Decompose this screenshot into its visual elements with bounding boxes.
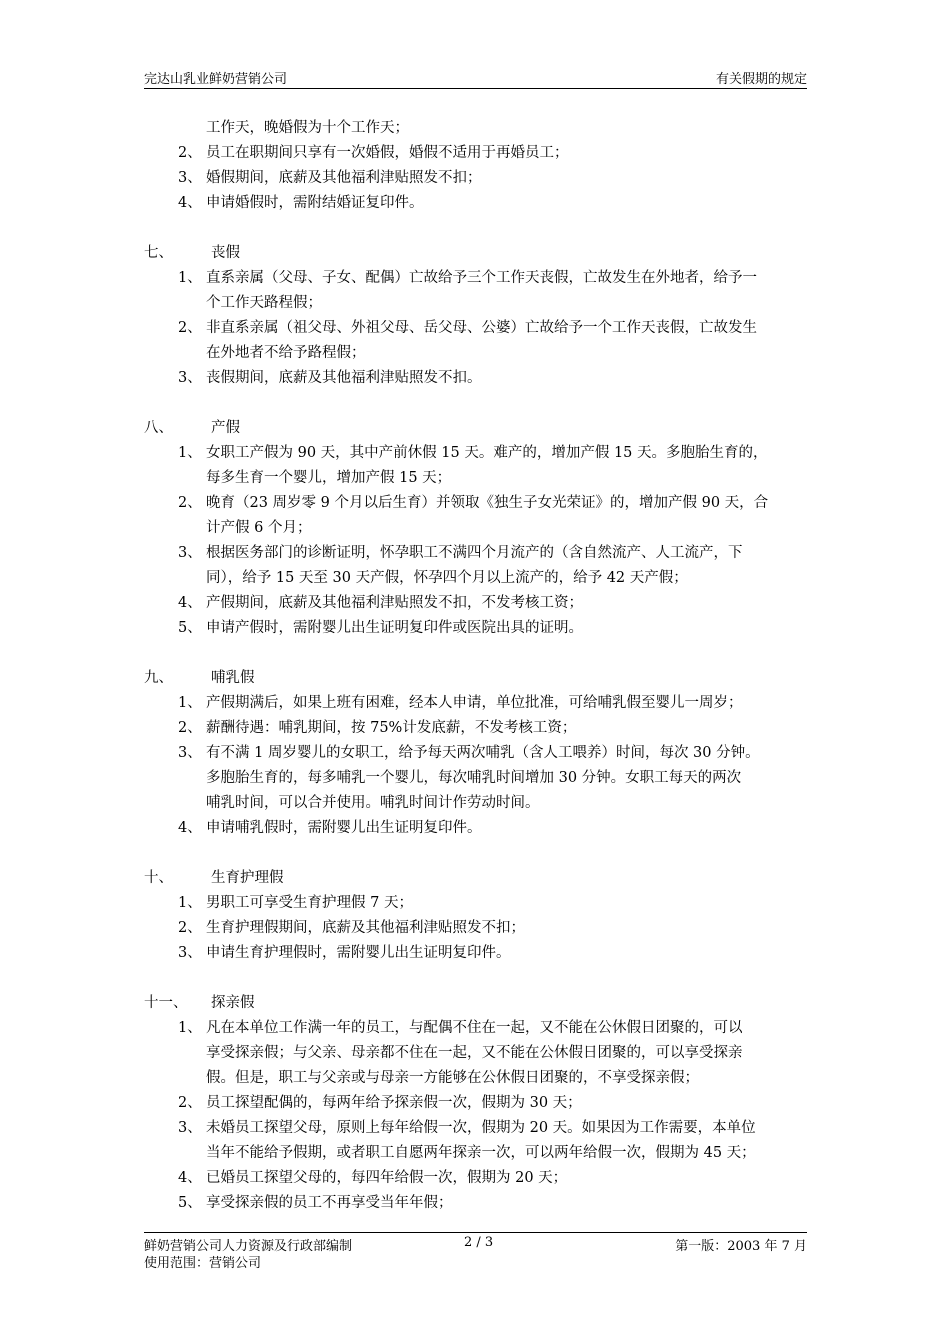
section-number: 八、: [144, 420, 173, 436]
item-number: 1、: [178, 1020, 202, 1036]
item-number: 1、: [178, 445, 202, 461]
item-text: 生育护理假期间，底薪及其他福利津贴照发不扣；: [206, 920, 525, 936]
list-item: [144, 341, 807, 366]
item-number: 2、: [178, 495, 202, 511]
item-text: 晚育（23 周岁零 9 个月以后生育）并领取《独生子女光荣证》的，增加产假 90 天，合: [206, 495, 769, 511]
list-item: [144, 716, 807, 741]
list-item: [144, 516, 807, 541]
item-number: 2、: [178, 320, 202, 336]
item-number: 2、: [178, 920, 202, 936]
list-item: [144, 566, 807, 591]
paragraph-gap: [144, 391, 807, 416]
list-item: [144, 141, 807, 166]
section-number: 七、: [144, 245, 173, 261]
paragraph-gap: [144, 216, 807, 241]
list-item: [144, 591, 807, 616]
item-text: 享受探亲假的员工不再享受当年年假；: [206, 1195, 453, 1211]
section-number: 十一、: [144, 995, 188, 1011]
list-item: [144, 791, 807, 816]
list-item: [144, 1066, 807, 1091]
list-item: [144, 266, 807, 291]
item-text: 员工探望配偶的，每两年给予探亲假一次，假期为 30 天；: [206, 1095, 582, 1111]
item-text: 婚假期间，底薪及其他福利津贴照发不扣；: [206, 170, 482, 186]
item-text: 非直系亲属（祖父母、外祖父母、岳父母、公婆）亡故给予一个工作天丧假，亡故发生: [206, 320, 757, 336]
paragraph-gap: [144, 841, 807, 866]
item-number: 4、: [178, 595, 202, 611]
section-title: 生育护理假: [211, 870, 284, 886]
list-item: [144, 616, 807, 641]
list-item: [144, 316, 807, 341]
list-item: [144, 816, 807, 841]
item-text: 已婚员工探望父母的，每四年给假一次，假期为 20 天；: [206, 1170, 568, 1186]
item-text: 工作天，晚婚假为十个工作天；: [206, 120, 409, 136]
header-company: 完达山乳业鲜奶营销公司: [144, 72, 288, 87]
item-text: 直系亲属（父母、子女、配偶）亡故给予三个工作天丧假，亡故发生在外地者，给予一: [206, 270, 757, 286]
footer-version: 第一版：2003 年 7 月: [675, 1239, 807, 1254]
item-text: 申请生育护理假时，需附婴儿出生证明复印件。: [206, 945, 511, 961]
item-number: 4、: [178, 820, 202, 836]
item-text: 计产假 6 个月；: [206, 520, 312, 536]
list-item: [144, 891, 807, 916]
item-text: 凡在本单位工作满一年的员工，与配偶不住在一起，又不能在公休假日团聚的，可以: [206, 1020, 743, 1036]
page-header: [144, 66, 807, 89]
item-text: 男职工可享受生育护理假 7 天；: [206, 895, 413, 911]
section-number: 九、: [144, 670, 173, 686]
item-text: 产假期满后，如果上班有困难，经本人申请，单位批准，可给哺乳假至婴儿一周岁；: [206, 695, 743, 711]
section-heading: [144, 991, 807, 1016]
item-number: 1、: [178, 270, 202, 286]
section-heading: [144, 416, 807, 441]
item-text: 丧假期间，底薪及其他福利津贴照发不扣。: [206, 370, 482, 386]
list-item: [144, 166, 807, 191]
list-item: [144, 1091, 807, 1116]
list-item: [144, 291, 807, 316]
item-text: 申请产假时，需附婴儿出生证明复印件或医院出具的证明。: [206, 620, 583, 636]
item-number: 3、: [178, 745, 202, 761]
paragraph-gap: [144, 966, 807, 991]
item-text: 薪酬待遇：哺乳期间，按 75%计发底薪，不发考核工资；: [206, 720, 577, 736]
section-number: 十、: [144, 870, 173, 886]
item-text: 个工作天路程假；: [206, 295, 322, 311]
item-number: 3、: [178, 1120, 202, 1136]
item-number: 3、: [178, 945, 202, 961]
item-text: 同），给予 15 天至 30 天产假，怀孕四个月以上流产的，给予 42 天产假；: [206, 570, 688, 586]
section-title: 探亲假: [211, 995, 255, 1011]
page-number: 2 / 3: [464, 1235, 494, 1250]
list-item: [144, 1166, 807, 1191]
item-number: 2、: [178, 720, 202, 736]
section-title: 产假: [211, 420, 240, 436]
section-title: 丧假: [211, 245, 240, 261]
item-number: 3、: [178, 170, 202, 186]
list-item: [144, 766, 807, 791]
section-heading: [144, 866, 807, 891]
document-body: [144, 116, 807, 1216]
list-item: [144, 541, 807, 566]
page-footer: [144, 1232, 807, 1269]
item-text: 女职工产假为 90 天，其中产前休假 15 天。难产的，增加产假 15 天。多胞胎生育的，: [206, 445, 768, 461]
list-item: [144, 116, 807, 141]
item-number: 2、: [178, 145, 202, 161]
list-item: [144, 1116, 807, 1141]
list-item: [144, 691, 807, 716]
list-item: [144, 491, 807, 516]
footer-author: 鲜奶营销公司人力资源及行政部编制: [144, 1239, 353, 1254]
item-text: 根据医务部门的诊断证明，怀孕职工不满四个月流产的（含自然流产、人工流产，下: [206, 545, 743, 561]
item-text: 假。但是，职工与父亲或与母亲一方能够在公休假日团聚的，不享受探亲假；: [206, 1070, 699, 1086]
list-item: [144, 1191, 807, 1216]
footer-scope: 使用范围：营销公司: [144, 1256, 262, 1271]
item-text: 在外地者不给予路程假；: [206, 345, 366, 361]
list-item: [144, 466, 807, 491]
item-number: 5、: [178, 1195, 202, 1211]
list-item: [144, 1041, 807, 1066]
item-text: 享受探亲假；与父亲、母亲都不住在一起，又不能在公休假日团聚的，可以享受探亲: [206, 1045, 743, 1061]
item-text: 多胞胎生育的，每多哺乳一个婴儿，每次哺乳时间增加 30 分钟。女职工每天的两次: [206, 770, 742, 786]
item-text: 员工在职期间只享有一次婚假，婚假不适用于再婚员工；: [206, 145, 569, 161]
item-number: 1、: [178, 895, 202, 911]
item-number: 1、: [178, 695, 202, 711]
item-number: 4、: [178, 195, 202, 211]
list-item: [144, 366, 807, 391]
item-number: 2、: [178, 1095, 202, 1111]
item-number: 5、: [178, 620, 202, 636]
item-number: 4、: [178, 1170, 202, 1186]
item-text: 产假期间，底薪及其他福利津贴照发不扣，不发考核工资；: [206, 595, 583, 611]
section-heading: [144, 666, 807, 691]
item-text: 每多生育一个婴儿，增加产假 15 天；: [206, 470, 452, 486]
list-item: [144, 941, 807, 966]
list-item: [144, 741, 807, 766]
section-heading: [144, 241, 807, 266]
list-item: [144, 191, 807, 216]
list-item: [144, 916, 807, 941]
list-item: [144, 441, 807, 466]
item-number: 3、: [178, 370, 202, 386]
item-text: 申请婚假时，需附结婚证复印件。: [206, 195, 424, 211]
item-text: 当年不能给予假期，或者职工自愿两年探亲一次，可以两年给假一次，假期为 45 天；: [206, 1145, 756, 1161]
section-title: 哺乳假: [211, 670, 255, 686]
list-item: [144, 1141, 807, 1166]
paragraph-gap: [144, 641, 807, 666]
header-doc-title: 有关假期的规定: [715, 72, 807, 87]
item-text: 未婚员工探望父母，原则上每年给假一次，假期为 20 天。如果因为工作需要，本单位: [206, 1120, 756, 1136]
item-number: 3、: [178, 545, 202, 561]
item-text: 有不满 1 周岁婴儿的女职工，给予每天两次哺乳（含人工喂养）时间，每次 30 分钟。: [206, 745, 760, 761]
item-text: 申请哺乳假时，需附婴儿出生证明复印件。: [206, 820, 482, 836]
list-item: [144, 1016, 807, 1041]
item-text: 哺乳时间，可以合并使用。哺乳时间计作劳动时间。: [206, 795, 540, 811]
